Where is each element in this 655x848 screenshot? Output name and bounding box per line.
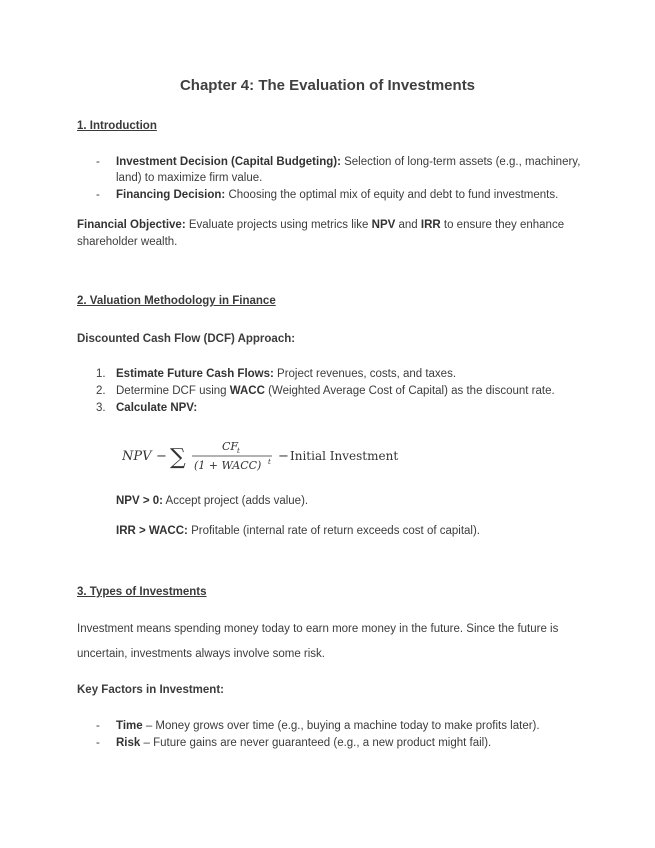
bullet-text: – Future gains are never guaranteed (e.g., a new product might fail). [140, 737, 492, 749]
investment-paragraph-line-2: uncertain, investments always involve some risk. [77, 648, 325, 660]
rule-text: Profitable (internal rate of return exceeds cost of capital). [187, 525, 480, 537]
list-item [96, 187, 586, 203]
step-text: Project revenues, costs, and taxes. [273, 368, 457, 380]
step-term: WACC [229, 385, 265, 397]
formula-equals: − [156, 449, 167, 464]
dcf-subheading: Discounted Cash Flow (DCF) Approach: [77, 333, 296, 345]
formula-denominator: (1 + WACC) [194, 459, 262, 472]
rule-text: Accept project (adds value). [162, 495, 309, 507]
bullet-marker: - [96, 737, 100, 749]
formula-numerator: CF [222, 440, 239, 453]
rule-term: NPV > 0: [116, 495, 163, 507]
npv-term: NPV [371, 219, 396, 231]
objective-text: to ensure they enhance shareholder wealth. [77, 219, 565, 248]
investment-paragraph-line-1: Investment means spending money today to earn more money in the future. Since the future is [77, 623, 559, 635]
step-text: (Weighted Average Cost of Capital) as the discount rate. [264, 385, 555, 397]
section-heading-types: 3. Types of Investments [77, 586, 207, 598]
irr-rule [116, 523, 480, 540]
bullet-marker: - [96, 189, 100, 201]
formula-lhs: NPV [122, 449, 152, 464]
bullet-text: Choosing the optimal mix of equity and debt to fund investments. [225, 189, 559, 201]
rule-term: IRR > WACC: [116, 525, 188, 537]
list-item [96, 400, 586, 416]
bullet-text: Selection of long-term assets (e.g., machinery, land) to maximize firm value. [116, 156, 581, 184]
section-heading-valuation: 2. Valuation Methodology in Finance [77, 295, 276, 307]
key-factors-subheading: Key Factors in Investment: [77, 684, 224, 696]
bullet-term: Financing Decision: [116, 189, 226, 201]
formula-denominator-sup: t [268, 458, 271, 466]
list-item [96, 735, 586, 751]
section-heading-introduction: 1. Introduction [77, 120, 157, 132]
bullet-term: Investment Decision (Capital Budgeting): [116, 156, 341, 168]
bullet-text: – Money grows over time (e.g., buying a machine today to make profits later). [142, 720, 540, 732]
step-term: Estimate Future Cash Flows: [116, 368, 274, 380]
step-number: 1. [96, 368, 106, 380]
bullet-marker: - [96, 720, 100, 732]
step-text: Determine DCF using [116, 385, 230, 397]
step-term: Calculate NPV: [116, 402, 198, 414]
bullet-marker: - [96, 156, 100, 168]
list-item [96, 154, 586, 186]
list-item [96, 718, 586, 734]
formula-numerator-sub: t [237, 447, 240, 455]
formula-sigma: ∑ [170, 445, 186, 470]
npv-rule [116, 493, 308, 510]
bullet-term: Risk [116, 737, 141, 749]
bullet-term: Time [116, 720, 143, 732]
document-title: Chapter 4: The Evaluation of Investments [179, 77, 476, 94]
step-number: 3. [96, 402, 106, 414]
objective-text: and [395, 219, 421, 231]
list-item [96, 366, 586, 382]
objective-label: Financial Objective: [77, 219, 186, 231]
list-item [96, 383, 586, 399]
objective-text: Evaluate projects using metrics like [185, 219, 372, 231]
financial-objective-paragraph [77, 217, 577, 251]
formula-minus: − [278, 449, 289, 464]
npv-formula [122, 436, 412, 476]
formula-rhs: Initial Investment [290, 449, 399, 463]
irr-term: IRR [420, 219, 441, 231]
step-number: 2. [96, 385, 106, 397]
